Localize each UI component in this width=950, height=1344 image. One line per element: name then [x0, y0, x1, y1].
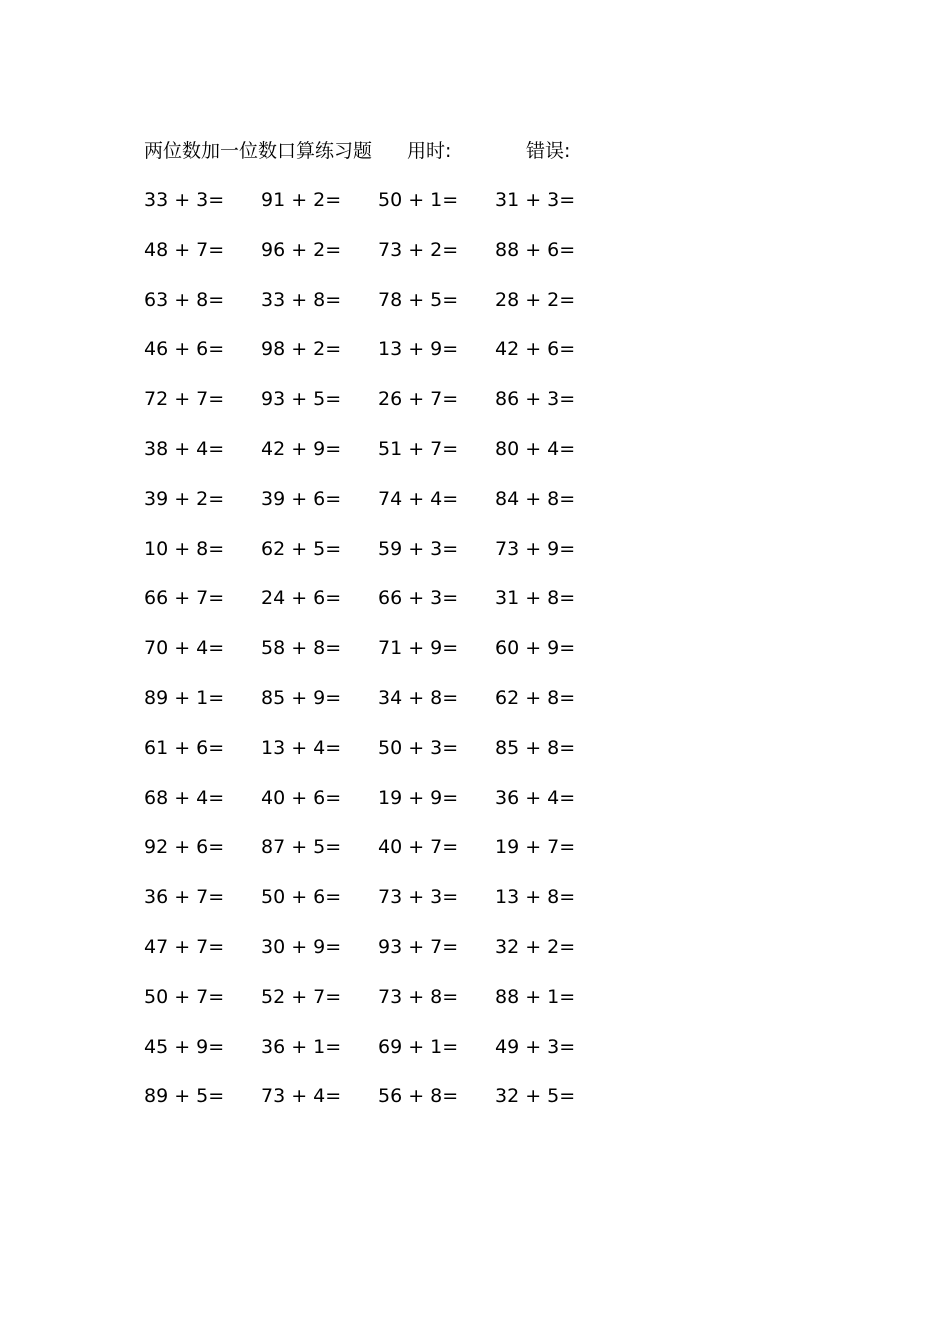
problem-item: 46 + 6=: [144, 338, 225, 361]
problem-item: 38 + 4=: [144, 437, 225, 460]
problem-item: 34 + 8=: [378, 686, 459, 709]
errors-label: 错误:: [526, 140, 571, 162]
problem-item: 86 + 3=: [495, 388, 576, 411]
problem-item: 28 + 2=: [495, 288, 576, 311]
problem-item: 88 + 6=: [495, 238, 576, 261]
problem-row: [144, 334, 624, 384]
problem-item: 39 + 2=: [144, 487, 225, 510]
problem-item: 48 + 7=: [144, 238, 225, 261]
problem-item: 33 + 3=: [144, 189, 225, 211]
problem-item: 93 + 5=: [261, 388, 342, 411]
problem-row: [144, 783, 624, 833]
problem-item: 73 + 8=: [378, 985, 459, 1008]
problem-row: [144, 285, 624, 335]
problem-item: 13 + 4=: [261, 736, 342, 759]
problem-row: [144, 982, 624, 1032]
problem-item: 58 + 8=: [261, 637, 342, 660]
problem-item: 32 + 2=: [495, 935, 576, 958]
problem-item: 45 + 9=: [144, 1035, 225, 1058]
problem-item: 59 + 3=: [378, 537, 459, 560]
problem-item: 98 + 2=: [261, 338, 342, 361]
problem-item: 26 + 7=: [378, 388, 459, 411]
problem-item: 40 + 7=: [378, 836, 459, 859]
problem-row: [144, 683, 624, 733]
problem-item: 69 + 1=: [378, 1035, 459, 1058]
problem-item: 50 + 6=: [261, 886, 342, 909]
problem-item: 71 + 9=: [378, 637, 459, 660]
worksheet-title: 两位数加一位数口算练习题: [144, 140, 373, 162]
problem-row: [144, 733, 624, 783]
problem-row: [144, 1032, 624, 1082]
problem-item: 66 + 3=: [378, 587, 459, 610]
problem-item: 42 + 6=: [495, 338, 576, 361]
problem-item: 73 + 2=: [378, 238, 459, 261]
problem-item: 50 + 7=: [144, 985, 225, 1008]
problem-item: 10 + 8=: [144, 537, 225, 560]
problem-item: 93 + 7=: [378, 935, 459, 958]
problem-item: 19 + 7=: [495, 836, 576, 859]
problem-item: 49 + 3=: [495, 1035, 576, 1058]
problem-item: 24 + 6=: [261, 587, 342, 610]
problem-item: 60 + 9=: [495, 637, 576, 660]
problem-item: 13 + 8=: [495, 886, 576, 909]
problem-item: 68 + 4=: [144, 786, 225, 809]
problem-item: 13 + 9=: [378, 338, 459, 361]
problem-item: 50 + 3=: [378, 736, 459, 759]
problem-item: 73 + 4=: [261, 1085, 342, 1108]
problem-item: 80 + 4=: [495, 437, 576, 460]
problem-item: 36 + 1=: [261, 1035, 342, 1058]
problem-item: 70 + 4=: [144, 637, 225, 660]
problem-item: 32 + 5=: [495, 1085, 576, 1108]
problem-item: 88 + 1=: [495, 985, 576, 1008]
problem-grid: [144, 185, 624, 1131]
problem-item: 36 + 7=: [144, 886, 225, 909]
problem-row: [144, 882, 624, 932]
problem-item: 89 + 1=: [144, 686, 225, 709]
problem-item: 42 + 9=: [261, 437, 342, 460]
problem-row: [144, 583, 624, 633]
problem-item: 51 + 7=: [378, 437, 459, 460]
problem-row: [144, 633, 624, 683]
problem-item: 73 + 9=: [495, 537, 576, 560]
problem-item: 62 + 8=: [495, 686, 576, 709]
problem-item: 87 + 5=: [261, 836, 342, 859]
problem-item: 92 + 6=: [144, 836, 225, 859]
problem-item: 52 + 7=: [261, 985, 342, 1008]
problem-item: 56 + 8=: [378, 1085, 459, 1108]
problem-item: 62 + 5=: [261, 537, 342, 560]
problem-row: [144, 235, 624, 285]
problem-item: 50 + 1=: [378, 189, 459, 211]
problem-item: 96 + 2=: [261, 238, 342, 261]
problem-item: 47 + 7=: [144, 935, 225, 958]
problem-item: 61 + 6=: [144, 736, 225, 759]
problem-item: 85 + 8=: [495, 736, 576, 759]
problem-item: 63 + 8=: [144, 288, 225, 311]
worksheet-header: [144, 136, 744, 166]
problem-item: 72 + 7=: [144, 388, 225, 411]
time-used-label: 用时:: [407, 140, 452, 162]
problem-item: 33 + 8=: [261, 288, 342, 311]
problem-item: 78 + 5=: [378, 288, 459, 311]
problem-item: 85 + 9=: [261, 686, 342, 709]
problem-row: [144, 534, 624, 584]
problem-item: 19 + 9=: [378, 786, 459, 809]
problem-item: 31 + 8=: [495, 587, 576, 610]
problem-row: [144, 932, 624, 982]
problem-item: 31 + 3=: [495, 189, 576, 211]
problem-item: 89 + 5=: [144, 1085, 225, 1108]
problem-row: [144, 185, 624, 235]
problem-row: [144, 384, 624, 434]
problem-item: 30 + 9=: [261, 935, 342, 958]
problem-item: 74 + 4=: [378, 487, 459, 510]
problem-item: 84 + 8=: [495, 487, 576, 510]
problem-item: 39 + 6=: [261, 487, 342, 510]
problem-row: [144, 832, 624, 882]
problem-item: 73 + 3=: [378, 886, 459, 909]
problem-item: 91 + 2=: [261, 189, 342, 211]
problem-row: [144, 1081, 624, 1131]
problem-item: 40 + 6=: [261, 786, 342, 809]
problem-item: 66 + 7=: [144, 587, 225, 610]
problem-row: [144, 484, 624, 534]
problem-row: [144, 434, 624, 484]
problem-item: 36 + 4=: [495, 786, 576, 809]
